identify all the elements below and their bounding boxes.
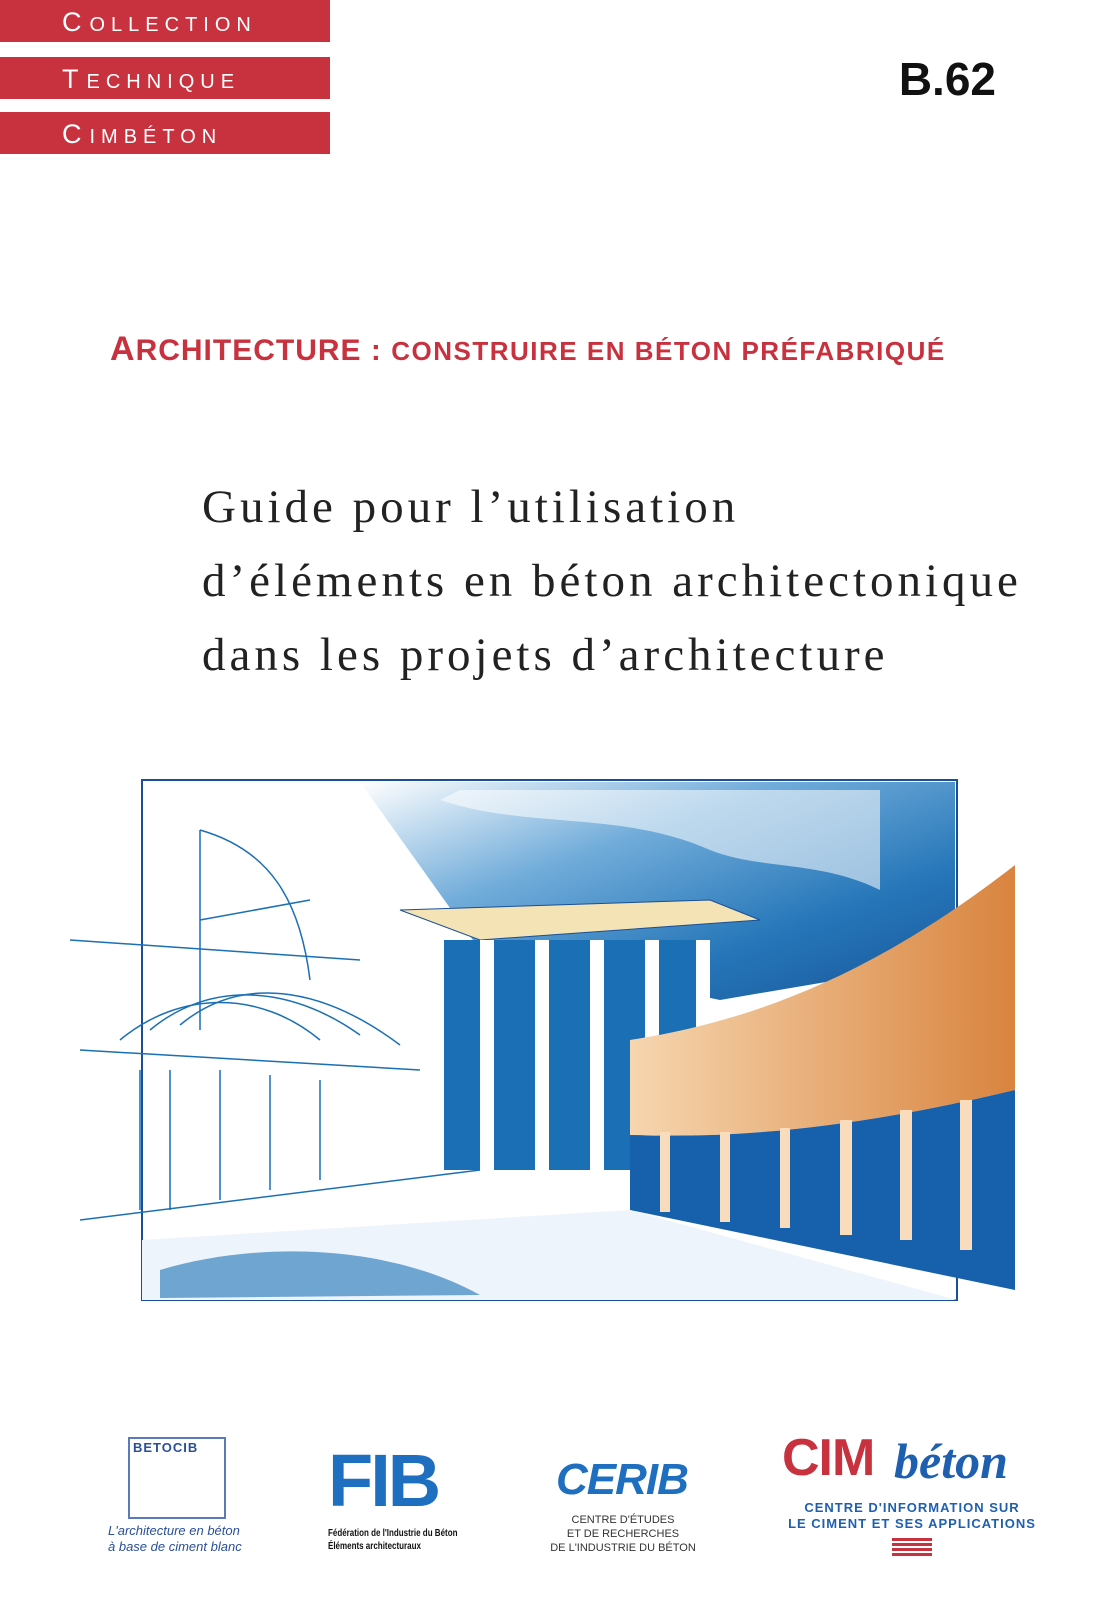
series-heading-initial: A [110, 330, 136, 368]
cerib-caption-1: CENTRE D'ÉTUDES [571, 1514, 675, 1526]
collection-band-1 [0, 0, 330, 42]
series-heading-part1: RCHITECTURE : [135, 334, 382, 367]
fib-caption-1: Fédération de l'Industrie du Béton [328, 1528, 458, 1539]
betocib-logo [108, 1437, 258, 1557]
collection-band-3 [0, 112, 330, 154]
cerib-caption-3: DE L'INDUSTRIE DU BÉTON [550, 1542, 696, 1554]
fib-caption [328, 1527, 457, 1553]
fib-mark: FIB [328, 1439, 439, 1522]
cimbeton-caption [782, 1500, 1042, 1532]
architectural-illustration [60, 770, 1050, 1320]
fib-caption-2: Éléments architecturaux [328, 1541, 421, 1552]
cerib-logo [548, 1455, 698, 1555]
cimbeton-caption-2: LE CIMENT ET SES APPLICATIONS [788, 1516, 1036, 1531]
cerib-caption [548, 1513, 698, 1555]
collection-band-3-initial: C [62, 119, 90, 149]
cimbeton-logo [782, 1428, 1052, 1568]
title-line-2: d’éléments en béton architectonique [202, 555, 1022, 607]
betocib-tagline [108, 1523, 242, 1555]
betocib-tagline-1: L'architecture en béton [108, 1523, 240, 1538]
collection-band-1-initial: C [62, 7, 90, 37]
collection-band-3-text: IMBÉTON [89, 126, 223, 148]
cimbeton-bars [892, 1538, 932, 1558]
cerib-caption-2: ET DE RECHERCHES [566, 1528, 680, 1540]
cimbeton-beton: béton [894, 1433, 1008, 1489]
title-line-1: Guide pour l’utilisation [202, 481, 740, 533]
series-heading-part2: CONSTRUIRE EN BÉTON PRÉFABRIQUÉ [391, 336, 946, 366]
collection-band-1-text: OLLECTION [89, 14, 257, 36]
betocib-name: BETOCIB [133, 1440, 199, 1455]
cimbeton-caption-1: CENTRE D'INFORMATION SUR [804, 1500, 1020, 1515]
fib-logo [328, 1435, 488, 1555]
sketch-lines [70, 830, 480, 1220]
cerib-mark: CERIB [556, 1455, 688, 1504]
betocib-tagline-2: à base de ciment blanc [108, 1539, 242, 1554]
collection-band-2-initial: T [62, 64, 87, 94]
document-title [202, 470, 1082, 692]
title-line-3: dans les projets d’architecture [202, 629, 889, 681]
document-code: B.62 [898, 53, 996, 105]
series-heading [110, 330, 1070, 369]
collection-band-2 [0, 57, 330, 99]
cimbeton-cim: CIM [782, 1429, 875, 1487]
collection-band-2-text: ECHNIQUE [86, 71, 241, 93]
